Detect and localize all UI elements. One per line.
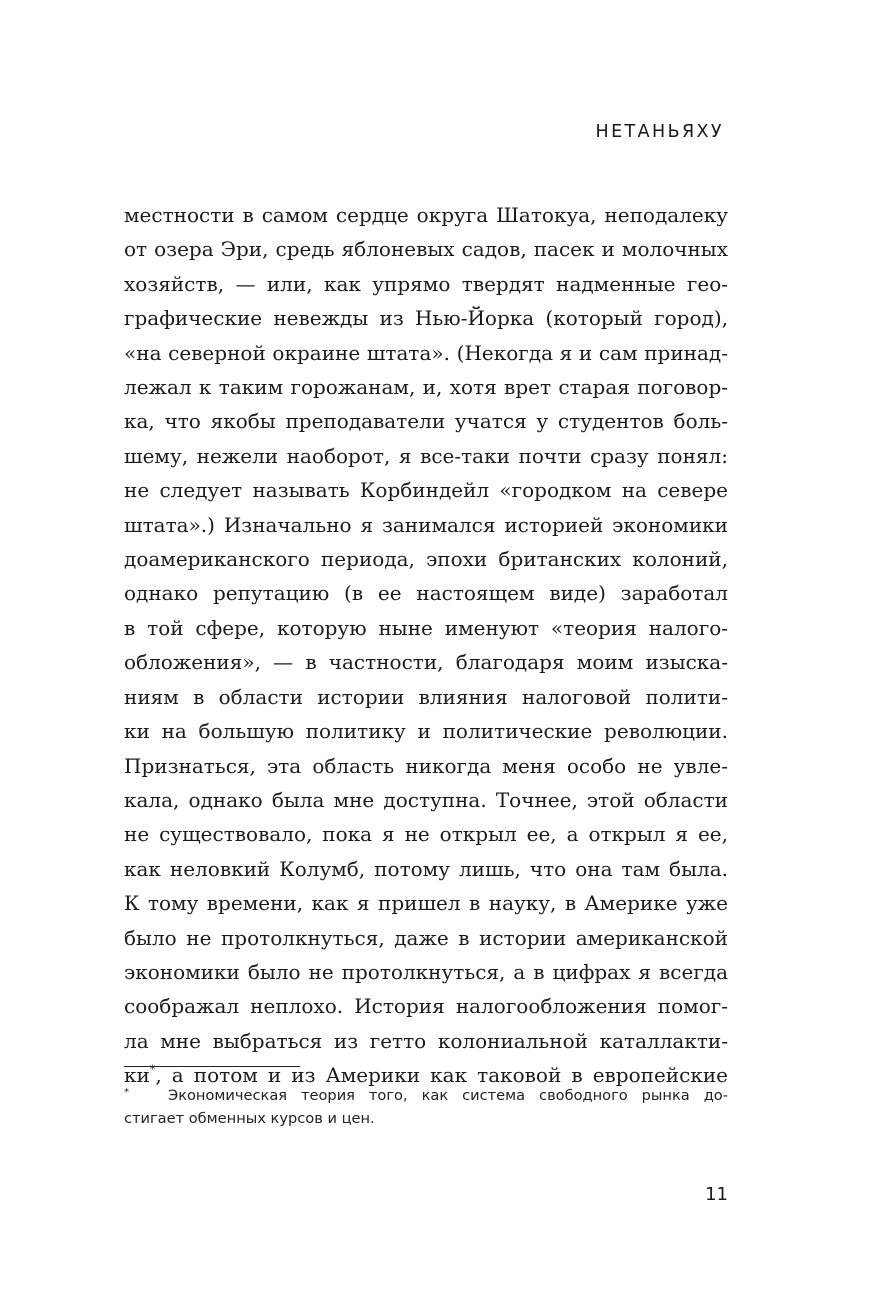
footnote-line: Экономическая теория того, как система свободного рынка до-	[168, 1087, 728, 1104]
body-line: обложения», — в частности, благодаря моим изыска-	[124, 650, 728, 675]
body-line: соображал неплохо. История налогообложения помог-	[124, 994, 728, 1019]
body-line: лежал к таким горожанам, и, хотя врет старая поговор-	[124, 375, 728, 400]
body-line: как неловкий Колумб, потому лишь, что она там была.	[124, 856, 728, 881]
body-line: однако репутацию (в ее настоящем виде) заработал	[124, 581, 728, 606]
footnote-divider	[124, 1066, 300, 1067]
body-line: ка, что якобы преподаватели учатся у студентов боль-	[124, 409, 728, 434]
body-line: штата».) Изначально я занимался историей экономики	[124, 512, 728, 537]
body-line: ла мне выбраться из гетто колониальной каталлакти-	[124, 1028, 728, 1053]
page-number: 11	[705, 1184, 728, 1205]
body-line: доамериканского периода, эпохи британских колоний,	[124, 547, 728, 572]
body-line: было не протолкнуться, даже в истории американской	[124, 925, 728, 950]
body-last-line-end: , а потом и из Америки как таковой в европейские	[155, 1063, 728, 1088]
body-line: «на северной окраине штата». (Некогда я и сам принад-	[124, 340, 728, 365]
body-line: шему, нежели наоборот, я все-таки почти сразу понял:	[124, 443, 728, 468]
footnote	[124, 1084, 728, 1130]
footnote-reference[interactable]: *	[149, 1063, 156, 1077]
body-line: графические невежды из Нью-Йорка (который город),	[124, 306, 728, 331]
body-line: в той сфере, которую ныне именуют «теория налого-	[124, 615, 728, 640]
body-line: Признаться, эта область никогда меня особо не увле-	[124, 753, 728, 778]
body-line: не существовало, пока я не открыл ее, а открыл я ее,	[124, 822, 728, 847]
footnote-marker: *	[124, 1087, 129, 1098]
running-head: НЕТАНЬЯХУ	[595, 122, 724, 142]
body-line: ниям в области истории влияния налоговой полити-	[124, 684, 728, 709]
body-line: местности в самом сердце округа Шатокуа, неподалеку	[124, 203, 728, 227]
footnote-line: стигает обменных курсов и цен.	[124, 1110, 375, 1127]
body-line: от озера Эри, средь яблоневых садов, пасек и молочных	[124, 237, 728, 262]
body-last-line-start: ки	[124, 1063, 150, 1088]
body-line: хозяйств, — или, как упрямо твердят надменные гео-	[124, 271, 728, 296]
body-line: К тому времени, как я пришел в науку, в Америке уже	[124, 891, 728, 916]
body-text	[124, 198, 728, 1093]
body-line: не следует называть Корбиндейл «городком на севере	[124, 478, 728, 503]
body-line: ки на большую политику и политические революции.	[124, 719, 728, 744]
body-line: экономики было не протолкнуться, а в цифрах я всегда	[124, 959, 728, 984]
body-line: кала, однако была мне доступна. Точнее, этой области	[124, 787, 728, 812]
